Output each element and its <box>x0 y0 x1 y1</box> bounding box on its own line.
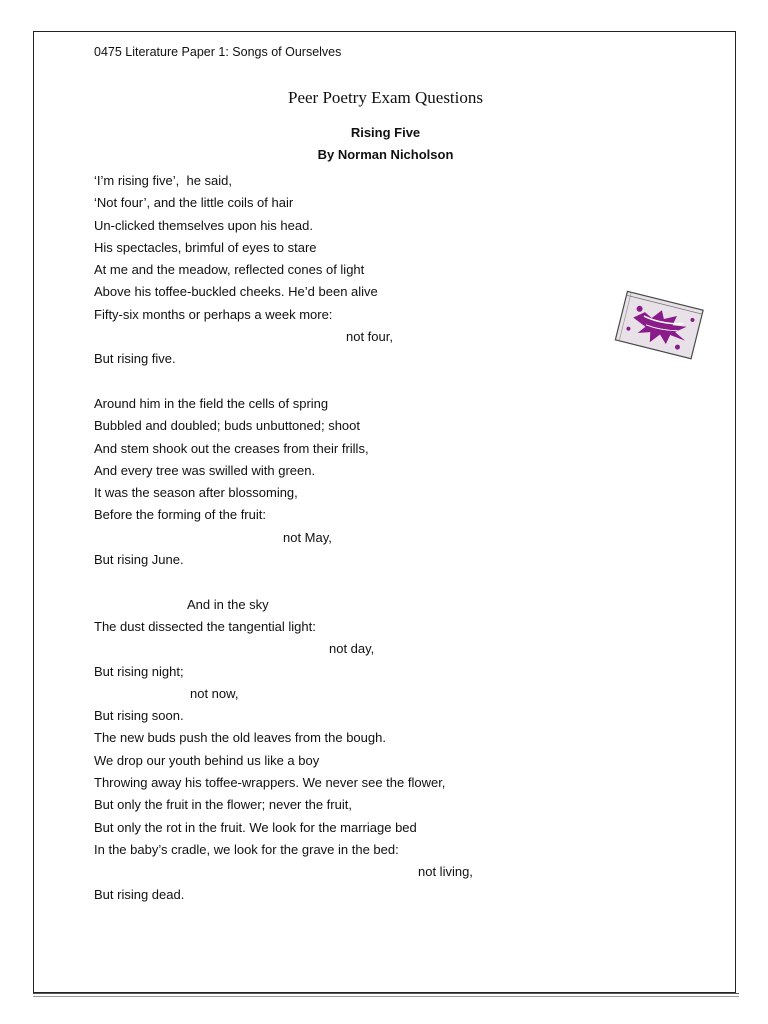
poem-line: Above his toffee-buckled cheeks. He’d been alive <box>94 284 378 300</box>
poem-line: And in the sky <box>187 596 269 612</box>
purple-splash-note-icon <box>612 290 706 362</box>
page-title: Peer Poetry Exam Questions <box>288 88 483 107</box>
poem-line: Before the forming of the fruit: <box>94 507 266 523</box>
poem-line: ‘Not four’, and the little coils of hair <box>94 195 294 211</box>
poem-line: The new buds push the old leaves from the bough. <box>94 730 386 746</box>
poem-line: Around him in the field the cells of spring <box>94 395 329 411</box>
poem-line: But rising June. <box>94 552 184 568</box>
poem-line: At me and the meadow, reflected cones of light <box>94 262 365 278</box>
poem-line: And stem shook out the creases from their frills, <box>94 440 369 456</box>
poem-line: We drop our youth behind us like a boy <box>94 752 320 768</box>
document-header: 0475 Literature Paper 1: Songs of Ourselves <box>94 45 342 59</box>
poem-line: The dust dissected the tangential light: <box>94 618 316 634</box>
poem-line: His spectacles, brimful of eyes to stare <box>94 239 317 255</box>
poem-author: By Norman Nicholson <box>317 147 454 162</box>
poem-line: not May, <box>283 529 332 545</box>
poem-line: not now, <box>190 685 239 701</box>
poem-line: But rising dead. <box>94 886 185 902</box>
poem-line: ‘I’m rising five’, he said, <box>94 173 232 188</box>
poem-body <box>94 170 714 906</box>
poem-line: Un-clicked themselves upon his head. <box>94 217 313 233</box>
poem-line: And every tree was swilled with green. <box>94 462 316 478</box>
poem-line: But only the fruit in the flower; never the fruit, <box>94 797 352 813</box>
poem-line: But only the rot in the fruit. We look for the marriage bed <box>94 819 417 835</box>
poem-line <box>94 571 714 593</box>
poem-title: Rising Five <box>350 125 421 140</box>
poem-line: not day, <box>329 641 375 657</box>
poem-line: Bubbled and doubled; buds unbuttoned; shoot <box>94 418 361 434</box>
poem-line: But rising five. <box>94 351 176 367</box>
poem-line: In the baby’s cradle, we look for the grave in the bed: <box>94 841 399 857</box>
poem-line <box>94 371 714 393</box>
poem-line: It was the season after blossoming, <box>94 485 298 501</box>
poem-line: But rising soon. <box>94 708 184 724</box>
page-bottom-edge <box>33 993 739 997</box>
poem-line: But rising night; <box>94 663 184 679</box>
poem-line: Throwing away his toffee-wrappers. We never see the flower, <box>94 775 446 791</box>
poem-line: not four, <box>346 329 393 345</box>
poem-line: Fifty-six months or perhaps a week more: <box>94 306 333 322</box>
document-page <box>33 31 736 993</box>
poem-line: not living, <box>418 864 473 880</box>
